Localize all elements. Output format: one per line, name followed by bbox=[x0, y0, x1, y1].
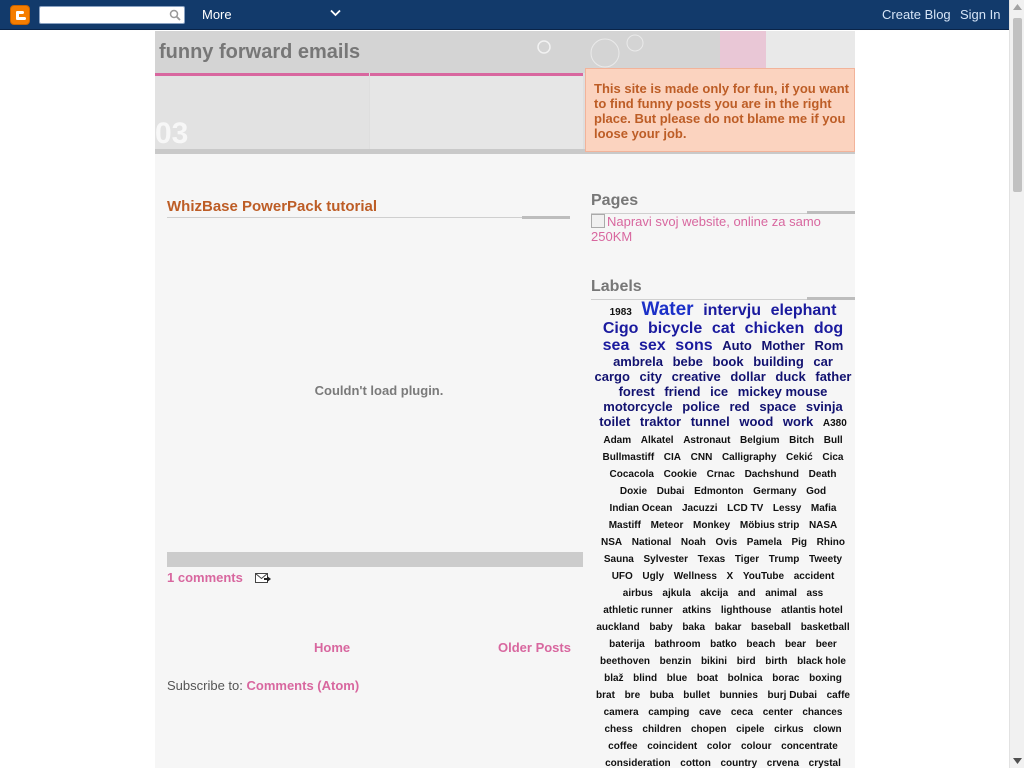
label-link[interactable]: color bbox=[706, 741, 732, 752]
label-link[interactable]: Water bbox=[641, 299, 694, 320]
label-link[interactable]: caffe bbox=[826, 690, 850, 701]
blogger-navbar bbox=[0, 0, 1009, 30]
label-link[interactable]: CNN bbox=[690, 452, 713, 463]
label-link[interactable]: beethoven bbox=[600, 656, 651, 667]
pages-heading: Pages bbox=[591, 192, 639, 209]
label-link[interactable]: cotton bbox=[680, 758, 711, 769]
label-link[interactable]: mickey mouse bbox=[737, 384, 828, 399]
label-link[interactable]: YouTube bbox=[742, 571, 785, 582]
label-link[interactable]: bakar bbox=[714, 622, 742, 633]
label-link[interactable]: Pamela bbox=[746, 537, 782, 548]
label-link[interactable]: bullet bbox=[683, 690, 710, 701]
label-link[interactable]: Mother bbox=[761, 338, 805, 353]
label-link[interactable]: duck bbox=[775, 369, 806, 384]
pages-banner-link[interactable] bbox=[591, 214, 855, 244]
label-link[interactable]: atkins bbox=[682, 605, 712, 616]
label-link[interactable]: creative bbox=[671, 369, 721, 384]
create-blog-link[interactable]: Create Blog bbox=[882, 7, 951, 22]
label-link[interactable]: Sauna bbox=[603, 554, 634, 565]
post-footer-bar bbox=[167, 552, 583, 567]
label-link[interactable]: tunnel bbox=[690, 414, 730, 429]
label-link[interactable]: baby bbox=[649, 622, 673, 633]
label-link[interactable]: Belgium bbox=[740, 435, 780, 446]
label-link[interactable]: Rhino bbox=[816, 537, 845, 548]
label-link[interactable]: atlantis hotel bbox=[781, 605, 843, 616]
label-link[interactable]: accident bbox=[793, 571, 835, 582]
label-link[interactable]: benzin bbox=[659, 656, 692, 667]
label-link[interactable]: motorcycle bbox=[603, 399, 673, 414]
label-link[interactable]: country bbox=[720, 758, 758, 769]
older-posts-link[interactable]: Older Posts bbox=[498, 640, 571, 655]
label-link[interactable]: cirkus bbox=[774, 724, 804, 735]
label-link[interactable]: wood bbox=[739, 414, 774, 429]
label-link[interactable]: blaž bbox=[604, 673, 624, 684]
label-link[interactable]: baseball bbox=[751, 622, 792, 633]
label-link[interactable]: blue bbox=[666, 673, 688, 684]
header-statue-image bbox=[720, 31, 766, 68]
label-link[interactable]: bathroom bbox=[654, 639, 701, 650]
blog-description: This site is made only for fun, if you want to find funny posts you are in the right place. But please do not blame me if you loose your job. bbox=[585, 68, 855, 152]
broken-image-icon bbox=[591, 214, 605, 228]
search-icon[interactable] bbox=[169, 9, 181, 21]
label-link[interactable]: Jacuzzi bbox=[681, 503, 718, 514]
label-link[interactable]: bikini bbox=[700, 656, 728, 667]
label-link[interactable]: camera bbox=[603, 707, 639, 718]
label-link[interactable]: lighthouse bbox=[720, 605, 772, 616]
label-link[interactable]: Texas bbox=[697, 554, 726, 565]
label-link[interactable]: sex bbox=[638, 337, 666, 354]
label-link[interactable]: A380 bbox=[822, 418, 847, 429]
label-link[interactable]: buba bbox=[649, 690, 674, 701]
label-link[interactable]: Bullmastiff bbox=[602, 452, 655, 463]
label-link[interactable]: car bbox=[813, 354, 833, 369]
label-link[interactable]: consideration bbox=[605, 758, 671, 769]
blog-header bbox=[155, 31, 855, 154]
label-link[interactable]: forest bbox=[618, 384, 655, 399]
home-link[interactable]: Home bbox=[314, 640, 351, 655]
blog-title[interactable]: funny forward emails bbox=[159, 41, 361, 63]
label-link[interactable]: birth bbox=[765, 656, 788, 667]
label-link[interactable]: bolnica bbox=[727, 673, 763, 684]
label-link[interactable]: Tweety bbox=[808, 554, 843, 565]
plugin-error-message: Couldn't load plugin. bbox=[314, 383, 444, 398]
label-link[interactable]: burj Dubai bbox=[767, 690, 817, 701]
label-link[interactable]: akcija bbox=[700, 588, 729, 599]
label-link[interactable]: Death bbox=[808, 469, 837, 480]
label-link[interactable]: cargo bbox=[594, 369, 630, 384]
label-link[interactable]: basketball bbox=[800, 622, 850, 633]
label-link[interactable]: Trump bbox=[768, 554, 800, 565]
label-link[interactable]: traktor bbox=[639, 414, 682, 429]
label-link[interactable]: Calligraphy bbox=[721, 452, 777, 463]
label-link[interactable]: sea bbox=[602, 337, 630, 354]
label-link[interactable]: Meteor bbox=[650, 520, 684, 531]
label-link[interactable]: coincident bbox=[647, 741, 698, 752]
label-link[interactable]: Ugly bbox=[642, 571, 665, 582]
scrollbar-thumb[interactable] bbox=[1013, 18, 1022, 192]
label-link[interactable]: concentrate bbox=[781, 741, 838, 752]
label-link[interactable]: bre bbox=[624, 690, 641, 701]
email-post-icon[interactable] bbox=[255, 571, 273, 584]
label-link[interactable]: Wellness bbox=[673, 571, 717, 582]
label-link[interactable]: bird bbox=[736, 656, 756, 667]
label-link[interactable]: animal bbox=[765, 588, 797, 599]
label-link[interactable]: and bbox=[737, 588, 756, 599]
label-link[interactable]: Astronaut bbox=[683, 435, 731, 446]
label-link[interactable]: crystal bbox=[808, 758, 841, 769]
label-link[interactable]: city bbox=[639, 369, 662, 384]
label-link[interactable]: ceca bbox=[730, 707, 754, 718]
label-link[interactable]: auckland bbox=[596, 622, 640, 633]
label-link[interactable]: friend bbox=[664, 384, 701, 399]
label-link[interactable]: work bbox=[782, 414, 814, 429]
label-link[interactable]: Cigo bbox=[602, 320, 639, 337]
label-link[interactable]: cipele bbox=[736, 724, 765, 735]
label-link[interactable]: ambrela bbox=[613, 354, 663, 369]
label-link[interactable]: NSA bbox=[601, 537, 623, 548]
label-link[interactable]: LCD TV bbox=[727, 503, 764, 514]
label-link[interactable]: ice bbox=[710, 384, 729, 399]
label-link[interactable]: police bbox=[682, 399, 720, 414]
label-link[interactable]: brat bbox=[596, 690, 615, 701]
label-link[interactable]: beer bbox=[815, 639, 837, 650]
label-link[interactable]: building bbox=[753, 354, 804, 369]
label-link[interactable]: Indian Ocean bbox=[609, 503, 673, 514]
label-link[interactable]: bunnies bbox=[719, 690, 758, 701]
label-link[interactable]: Cekić bbox=[786, 452, 813, 463]
label-link[interactable]: chicken bbox=[744, 320, 805, 337]
post-title-divider-accent bbox=[522, 216, 570, 219]
label-link[interactable]: book bbox=[712, 354, 744, 369]
vertical-scrollbar[interactable] bbox=[1009, 0, 1024, 768]
label-link[interactable]: boxing bbox=[809, 673, 842, 684]
label-link[interactable]: Cookie bbox=[663, 469, 697, 480]
label-link[interactable]: Edmonton bbox=[694, 486, 744, 497]
label-link[interactable]: 1983 bbox=[609, 307, 632, 318]
label-link[interactable]: Dubai bbox=[656, 486, 685, 497]
label-link[interactable]: chess bbox=[604, 724, 633, 735]
label-link[interactable]: svinja bbox=[805, 399, 843, 414]
subscribe-line bbox=[167, 678, 359, 693]
navbar-search-input[interactable] bbox=[39, 6, 185, 24]
label-link[interactable]: Lessy bbox=[772, 503, 802, 514]
label-link[interactable]: colour bbox=[740, 741, 772, 752]
label-link[interactable]: batko bbox=[710, 639, 737, 650]
blog-page bbox=[155, 31, 855, 768]
label-link[interactable]: coffee bbox=[608, 741, 638, 752]
chevron-down-icon[interactable] bbox=[330, 9, 341, 17]
comments-link[interactable]: 1 comments bbox=[167, 570, 243, 585]
label-link[interactable]: athletic runner bbox=[603, 605, 673, 616]
label-link[interactable]: Ovis bbox=[715, 537, 738, 548]
label-link[interactable]: crvena bbox=[766, 758, 800, 769]
scroll-down-arrow-icon[interactable] bbox=[1013, 758, 1022, 764]
subscribe-atom-link[interactable]: Comments (Atom) bbox=[246, 678, 360, 693]
label-link[interactable]: Cica bbox=[822, 452, 844, 463]
header-panel-middle bbox=[370, 73, 583, 154]
label-link[interactable]: dollar bbox=[730, 369, 766, 384]
label-link[interactable]: Bitch bbox=[789, 435, 815, 446]
label-link[interactable]: camping bbox=[648, 707, 690, 718]
subscribe-label: Subscribe to: bbox=[167, 678, 247, 693]
more-menu[interactable]: More bbox=[202, 7, 232, 22]
label-link[interactable]: God bbox=[806, 486, 827, 497]
label-link[interactable]: Monkey bbox=[693, 520, 731, 531]
label-link[interactable]: Mafia bbox=[810, 503, 837, 514]
label-link[interactable]: Möbius strip bbox=[739, 520, 800, 531]
label-link[interactable]: Doxie bbox=[619, 486, 648, 497]
label-link[interactable]: red bbox=[729, 399, 750, 414]
label-link[interactable]: bear bbox=[784, 639, 807, 650]
post-title-divider bbox=[167, 217, 570, 218]
label-link[interactable]: children bbox=[642, 724, 682, 735]
label-link[interactable]: borac bbox=[772, 673, 800, 684]
label-link[interactable]: baterija bbox=[609, 639, 645, 650]
label-link[interactable]: toilet bbox=[599, 414, 631, 429]
label-link[interactable]: space bbox=[759, 399, 797, 414]
labels-divider-accent bbox=[807, 297, 855, 300]
post-title[interactable]: WhizBase PowerPack tutorial bbox=[167, 198, 378, 215]
label-link[interactable]: clown bbox=[813, 724, 842, 735]
label-link[interactable]: National bbox=[631, 537, 672, 548]
label-link[interactable]: cave bbox=[698, 707, 722, 718]
label-link[interactable]: CIA bbox=[663, 452, 682, 463]
label-link[interactable]: Auto bbox=[722, 338, 752, 353]
label-link[interactable]: Noah bbox=[680, 537, 706, 548]
label-link[interactable]: Adam bbox=[603, 435, 632, 446]
label-link[interactable]: Germany bbox=[753, 486, 797, 497]
label-link[interactable]: elephant bbox=[770, 302, 837, 319]
label-link[interactable]: center bbox=[762, 707, 793, 718]
label-link[interactable]: Crnac bbox=[706, 469, 735, 480]
label-link[interactable]: Bull bbox=[823, 435, 843, 446]
label-link[interactable]: Rom bbox=[814, 338, 844, 353]
label-link[interactable]: Pig bbox=[791, 537, 808, 548]
labels-heading: Labels bbox=[591, 278, 642, 295]
label-link[interactable]: bicycle bbox=[647, 320, 703, 337]
labels-cloud bbox=[591, 301, 855, 771]
label-link[interactable]: bebe bbox=[672, 354, 703, 369]
label-link[interactable]: black hole bbox=[797, 656, 846, 667]
label-link[interactable]: blind bbox=[633, 673, 658, 684]
label-link[interactable]: chances bbox=[802, 707, 843, 718]
label-link[interactable]: Dachshund bbox=[744, 469, 800, 480]
label-link[interactable]: chopen bbox=[690, 724, 727, 735]
label-link[interactable]: beach bbox=[746, 639, 776, 650]
label-link[interactable]: cat bbox=[711, 320, 735, 337]
pages-banner-alt-text: Napravi svoj website, online za samo 250KM bbox=[591, 214, 821, 244]
scroll-up-arrow-icon[interactable] bbox=[1013, 4, 1022, 10]
label-link[interactable]: NASA bbox=[808, 520, 838, 531]
label-link[interactable]: dog bbox=[813, 320, 844, 337]
label-link[interactable]: intervju bbox=[703, 302, 761, 319]
label-link[interactable]: father bbox=[815, 369, 852, 384]
label-link[interactable]: Alkatel bbox=[640, 435, 674, 446]
blogger-logo-icon[interactable] bbox=[10, 5, 30, 25]
sign-in-link[interactable]: Sign In bbox=[960, 7, 1001, 22]
label-link[interactable]: UFO bbox=[611, 571, 633, 582]
label-link[interactable]: baka bbox=[682, 622, 706, 633]
label-link[interactable]: X bbox=[726, 571, 734, 582]
label-link[interactable]: Sylvester bbox=[643, 554, 688, 565]
label-link[interactable]: Mastiff bbox=[608, 520, 641, 531]
label-link[interactable]: Tiger bbox=[734, 554, 760, 565]
label-link[interactable]: Cocacola bbox=[609, 469, 654, 480]
label-link[interactable]: ass bbox=[806, 588, 824, 599]
label-link[interactable]: sons bbox=[675, 337, 713, 354]
label-link[interactable]: airbus bbox=[622, 588, 653, 599]
label-link[interactable]: boat bbox=[696, 673, 718, 684]
label-link[interactable]: ajkula bbox=[662, 588, 691, 599]
header-number: 03 bbox=[155, 117, 189, 150]
